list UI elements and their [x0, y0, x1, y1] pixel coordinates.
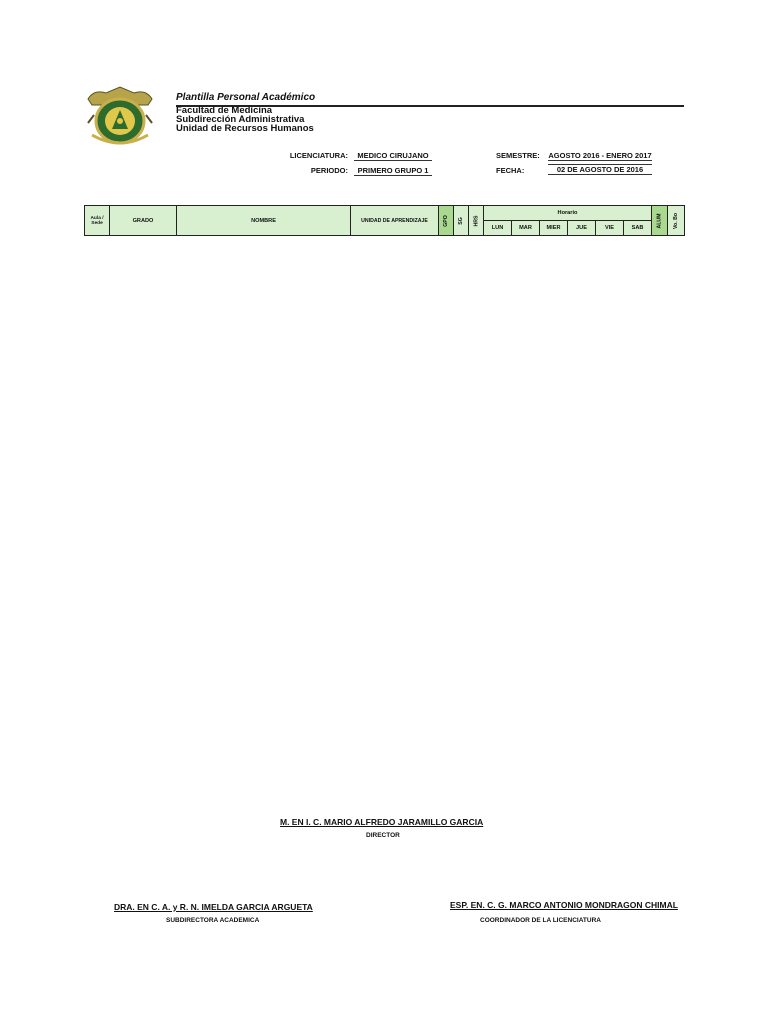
header-day-jue: JUE [568, 221, 596, 236]
header-line-unit: Unidad de Recursos Humanos [176, 123, 314, 134]
header-vobo: Vo. Bo [667, 206, 684, 236]
header-nombre: NOMBRE [177, 206, 351, 236]
header-unidad: UNIDAD DE APRENDIZAJE [351, 206, 439, 236]
coordinador-name: ESP. EN. C. G. MARCO ANTONIO MONDRAGON CHIMAL [450, 900, 678, 910]
header-sg: SG [454, 206, 469, 236]
director-role: DIRECTOR [366, 832, 400, 839]
licenciatura-label: LICENCIATURA: [289, 151, 348, 160]
semestre-label: SEMESTRE: [496, 151, 540, 160]
document-title: Plantilla Personal Académico [176, 92, 316, 103]
subdirectora-role: SUBDIRECTORA ACADEMICA [166, 917, 260, 924]
fecha-label: FECHA: [496, 166, 525, 175]
director-name: M. EN I. C. MARIO ALFREDO JARAMILLO GARCIA [280, 817, 484, 827]
licenciatura-value: MEDICO CIRUJANO [354, 151, 432, 161]
header-line-faculty: Facultad de Medicina [176, 105, 273, 116]
header-day-sab: SAB [624, 221, 652, 236]
header-day-mier: MIER [540, 221, 568, 236]
header-gpo: GPO [439, 206, 454, 236]
header-horario: Horario [484, 206, 652, 221]
header-line-subdirection: Subdirección Administrativa [176, 114, 305, 125]
header-day-lun: LUN [484, 221, 512, 236]
header-alum: ALUM [652, 206, 668, 236]
header-hrs: HRS [469, 206, 484, 236]
header-grado: GRADO [110, 206, 177, 236]
subdirectora-name: DRA. EN C. A. y R. N. IMELDA GARCIA ARGUETA [114, 902, 313, 912]
header-day-vie: VIE [596, 221, 624, 236]
semestre-value: AGOSTO 2016 - ENERO 2017 [548, 151, 652, 160]
header-day-mar: MAR [512, 221, 540, 236]
periodo-label: PERIODO: [310, 166, 348, 175]
fecha-value: 02 DE AGOSTO DE 2016 [548, 164, 652, 175]
faculty-seal-logo [84, 85, 156, 149]
schedule-table [84, 205, 685, 236]
coordinador-role: COORDINADOR DE LA LICENCIATURA [480, 917, 601, 924]
periodo-value: PRIMERO GRUPO 1 [354, 166, 432, 176]
header-aula: Aula / Sede [85, 206, 110, 236]
